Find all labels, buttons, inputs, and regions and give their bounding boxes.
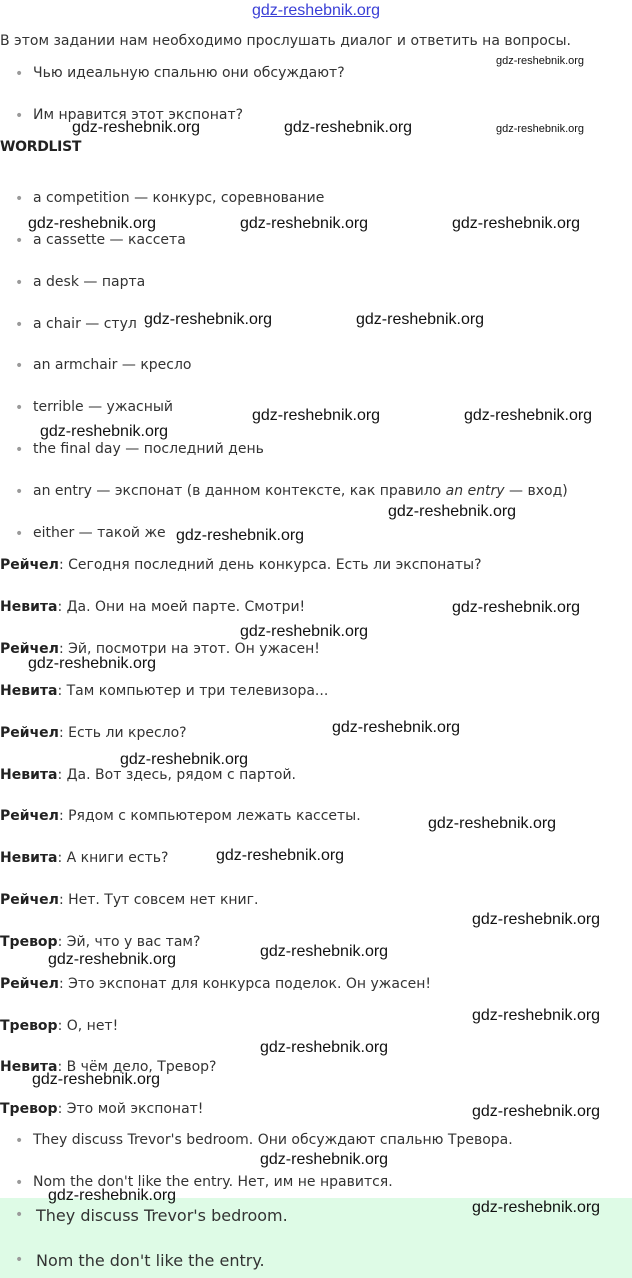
dialogue-line — [0, 850, 168, 866]
dialogue-text: : Да. Они на моей парте. Смотри! — [57, 599, 306, 615]
speaker-name: Невита — [0, 767, 58, 783]
watermark: gdz-reshebnik.org — [260, 1039, 389, 1056]
dialogue-line — [0, 808, 361, 824]
watermark: gdz-reshebnik.org — [472, 911, 601, 928]
watermark: gdz-reshebnik.org — [332, 719, 461, 736]
bullet-icon: • — [15, 400, 24, 416]
watermark: gdz-reshebnik.org — [216, 847, 345, 864]
wordlist-item: a desk — парта — [33, 274, 146, 290]
watermark: gdz-reshebnik.org — [464, 407, 593, 424]
bullet-icon: • — [15, 108, 24, 124]
watermark: gdz-reshebnik.org — [428, 815, 557, 832]
watermark: gdz-reshebnik.org — [260, 1151, 389, 1168]
wordlist-item: an armchair — кресло — [33, 357, 192, 373]
dialogue-text: : Есть ли кресло? — [58, 725, 187, 741]
watermark: gdz-reshebnik.org — [260, 943, 389, 960]
dialogue-line — [0, 683, 328, 699]
site-header-link[interactable]: gdz-reshebnik.org — [251, 2, 381, 19]
wordlist-item: either — такой же — [33, 525, 166, 541]
watermark: gdz-reshebnik.org — [496, 123, 585, 135]
bullet-icon: • — [15, 1252, 24, 1268]
wordlist-item: terrible — ужасный — [33, 399, 174, 415]
watermark: gdz-reshebnik.org — [144, 311, 273, 328]
dialogue-line — [0, 599, 305, 615]
speaker-name: Тревор — [0, 1101, 58, 1117]
watermark: gdz-reshebnik.org — [284, 119, 413, 136]
speaker-name: Рейчел — [0, 976, 59, 992]
speaker-name: Невита — [0, 683, 58, 699]
answer-1: They discuss Trevor's bedroom. Они обсуждают спальню Тревора. — [33, 1132, 513, 1148]
watermark: gdz-reshebnik.org — [48, 951, 177, 968]
watermark: gdz-reshebnik.org — [28, 215, 157, 232]
answer-2: Nom the don't like the entry. Нет, им не нравится. — [33, 1174, 393, 1190]
bullet-icon: • — [15, 1133, 24, 1149]
speaker-name: Тревор — [0, 1018, 58, 1034]
watermark: gdz-reshebnik.org — [472, 1103, 601, 1120]
watermark: gdz-reshebnik.org — [176, 527, 305, 544]
watermark: gdz-reshebnik.org — [48, 1187, 177, 1204]
watermark: gdz-reshebnik.org — [388, 503, 517, 520]
wordlist-item-entry — [33, 483, 568, 499]
dialogue-text: : Эй, посмотри на этот. Он ужасен! — [58, 641, 320, 657]
speaker-name: Рейчел — [0, 808, 59, 824]
bullet-icon: • — [15, 317, 24, 333]
bullet-icon: • — [15, 484, 24, 500]
answer-box-line-2: Nom the don't like the entry. — [36, 1251, 265, 1270]
watermark: gdz-reshebnik.org — [240, 623, 369, 640]
watermark: gdz-reshebnik.org — [252, 407, 381, 424]
wordlist-item: a cassette — кассета — [33, 232, 186, 248]
dialogue-text: : Нет. Тут совсем нет книг. — [58, 892, 259, 908]
dialogue-text: : О, нет! — [57, 1018, 119, 1034]
dialogue-line — [0, 767, 296, 783]
dialogue-line — [0, 557, 482, 573]
speaker-name: Рейчел — [0, 641, 59, 657]
bullet-icon: • — [15, 233, 24, 249]
dialogue-line — [0, 976, 431, 992]
watermark: gdz-reshebnik.org — [72, 119, 201, 136]
dialogue-text: : Эй, что у вас там? — [57, 934, 201, 950]
dialogue-line — [0, 1101, 203, 1117]
bullet-icon: • — [15, 191, 24, 207]
speaker-name: Тревор — [0, 934, 58, 950]
bullet-icon: • — [15, 66, 24, 82]
dialogue-line — [0, 1018, 118, 1034]
bullet-icon: • — [15, 358, 24, 374]
dialogue-text: : Это мой экспонат! — [57, 1101, 204, 1117]
entry-main: an entry — экспонат (в данном контексте, как правило — [33, 483, 446, 499]
intro-text: В этом задании нам необходимо прослушать диалог и ответить на вопросы. — [0, 33, 571, 49]
entry-tail: — вход) — [504, 483, 568, 499]
speaker-name: Невита — [0, 599, 58, 615]
wordlist-heading: WORDLIST — [0, 139, 82, 155]
wordlist-item: a chair — стул — [33, 316, 137, 332]
watermark: gdz-reshebnik.org — [472, 1007, 601, 1024]
bullet-icon: • — [15, 1175, 24, 1191]
dialogue-text: : Рядом с компьютером лежать кассеты. — [58, 808, 361, 824]
dialogue-text: : Там компьютер и три телевизора... — [57, 683, 329, 699]
watermark: gdz-reshebnik.org — [120, 751, 249, 768]
dialogue-line — [0, 892, 258, 908]
wordlist-item: a competition — конкурс, соревнование — [33, 190, 325, 206]
watermark: gdz-reshebnik.org — [32, 1071, 161, 1088]
dialogue-text: : В чём дело, Тревор? — [57, 1059, 217, 1075]
dialogue-line — [0, 725, 187, 741]
watermark: gdz-reshebnik.org — [472, 1199, 601, 1216]
bullet-icon: • — [15, 275, 24, 291]
watermark: gdz-reshebnik.org — [496, 55, 585, 67]
speaker-name: Рейчел — [0, 892, 59, 908]
watermark: gdz-reshebnik.org — [28, 655, 157, 672]
speaker-name: Невита — [0, 850, 58, 866]
dialogue-line — [0, 934, 200, 950]
speaker-name: Невита — [0, 1059, 58, 1075]
dialogue-text: : А книги есть? — [57, 850, 169, 866]
bullet-icon: • — [15, 1207, 24, 1223]
watermark: gdz-reshebnik.org — [356, 311, 485, 328]
entry-italic: an entry — [445, 483, 505, 499]
wordlist-item: the final day — последний день — [33, 441, 264, 457]
watermark: gdz-reshebnik.org — [40, 423, 169, 440]
watermark: gdz-reshebnik.org — [452, 215, 581, 232]
bullet-icon: • — [15, 526, 24, 542]
question-1: Чью идеальную спальню они обсуждают? — [33, 65, 345, 81]
speaker-name: Рейчел — [0, 725, 59, 741]
dialogue-text: : Сегодня последний день конкурса. Есть ли экспонаты? — [58, 557, 482, 573]
watermark: gdz-reshebnik.org — [452, 599, 581, 616]
dialogue-text: : Это экспонат для конкурса поделок. Он ужасен! — [58, 976, 432, 992]
speaker-name: Рейчел — [0, 557, 59, 573]
watermark: gdz-reshebnik.org — [240, 215, 369, 232]
answer-box-line-1: They discuss Trevor's bedroom. — [36, 1206, 288, 1225]
dialogue-text: : Да. Вот здесь, рядом с партой. — [57, 767, 296, 783]
question-2: Им нравится этот экспонат? — [33, 107, 244, 123]
bullet-icon: • — [15, 442, 24, 458]
